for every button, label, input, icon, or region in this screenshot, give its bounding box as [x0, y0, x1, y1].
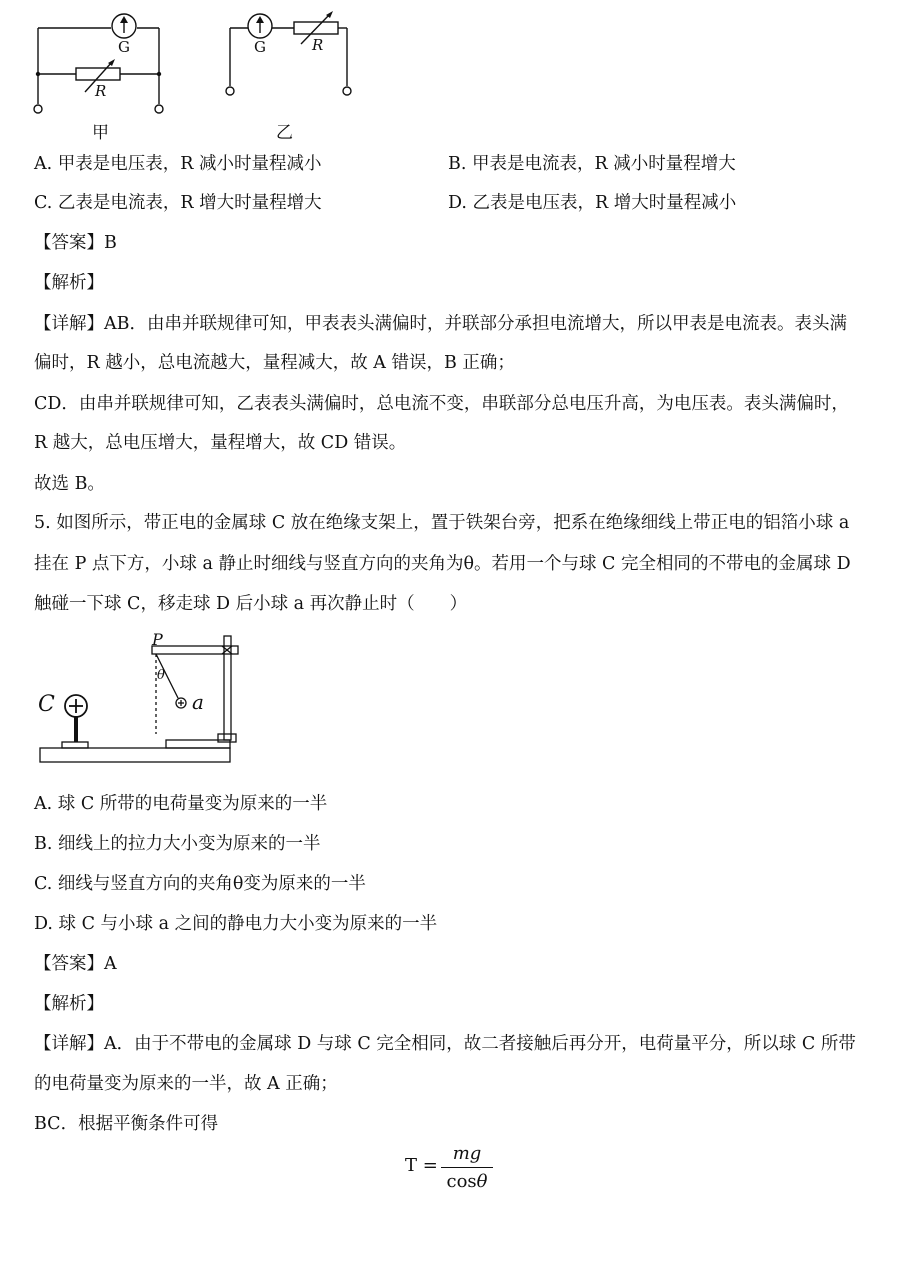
q5-stem-line-2: 挂在 P 点下方，小球 a 静止时细线与竖直方向的夹角为θ。若用一个与球 C 完全相同的不带电的金属球 D [34, 554, 851, 574]
q4-option-d: D. 乙表是电压表，R 增大时量程减小 [448, 193, 737, 213]
formula-numerator: mg [452, 1143, 482, 1164]
q5-analysis-heading: 【解析】 [34, 994, 104, 1014]
label-point-p: P [152, 630, 163, 649]
jia-resistor-label: R [95, 82, 107, 100]
electrostatics-apparatus-diagram [34, 630, 249, 770]
jia-meter-label: G [118, 38, 130, 56]
formula-fraction [441, 1142, 493, 1193]
q5-option-a: A. 球 C 所带的电荷量变为原来的一半 [34, 794, 328, 814]
formula-lhs: T = [405, 1155, 438, 1176]
q4-conclusion: 故选 B。 [34, 474, 105, 494]
fraction-bar [441, 1167, 493, 1168]
q5-stem-line-3: 触碰一下球 C，移走球 D 后小球 a 再次静止时（ ） [34, 594, 468, 614]
label-ball-a: a [192, 690, 204, 714]
jia-caption: 甲 [92, 123, 109, 143]
label-theta: θ [157, 668, 165, 683]
label-sphere-c: C [38, 692, 55, 717]
q4-option-c: C. 乙表是电流表，R 增大时量程增大 [34, 193, 322, 213]
q4-detail-line-3: CD．由串并联规律可知，乙表表头满偏时，总电流不变，串联部分总电压升高，为电压表。表头满偏时， [34, 394, 849, 414]
yi-caption: 乙 [276, 123, 293, 143]
formula-denominator-var: θ [476, 1171, 488, 1192]
q5-answer: 【答案】A [34, 954, 117, 974]
q4-analysis-heading: 【解析】 [34, 273, 104, 293]
q5-option-c: C. 细线与竖直方向的夹角θ变为原来的一半 [34, 874, 366, 894]
q5-option-d: D. 球 C 与小球 a 之间的静电力大小变为原来的一半 [34, 914, 438, 934]
q5-option-b: B. 细线上的拉力大小变为原来的一半 [34, 834, 321, 854]
q5-detail-line-3: BC．根据平衡条件可得 [34, 1114, 219, 1134]
q5-detail-line-1: 【详解】A．由于不带电的金属球 D 与球 C 完全相同，故二者接触后再分开，电荷量平分，所以球 C 所带 [34, 1034, 856, 1054]
q4-answer: 【答案】B [34, 233, 117, 253]
q4-detail-line-4: R 越大，总电压增大，量程增大，故 CD 错误。 [34, 433, 407, 453]
q4-detail-line-2: 偏时，R 越小，总电流越大，量程减大，故 A 错误，B 正确； [34, 353, 515, 373]
q5-detail-line-2: 的电荷量变为原来的一半，故 A 正确； [34, 1074, 338, 1094]
q4-detail-line-1: 【详解】AB．由串并联规律可知，甲表表头满偏时，并联部分承担电流增大，所以甲表是电流表。表头满 [34, 314, 847, 334]
yi-meter-label: G [254, 38, 266, 56]
q4-option-a: A. 甲表是电压表，R 减小时量程减小 [34, 154, 322, 174]
tension-formula [405, 1142, 495, 1198]
q4-option-b: B. 甲表是电流表，R 减小时量程增大 [448, 154, 736, 174]
q5-stem-line-1: 5. 如图所示，带正电的金属球 C 放在绝缘支架上，置于铁架台旁，把系在绝缘细线上带正电的铝箔小球 a [34, 513, 850, 533]
formula-denominator-fn: cos [446, 1171, 477, 1192]
yi-resistor-label: R [312, 36, 324, 54]
formula-denominator [441, 1169, 493, 1193]
